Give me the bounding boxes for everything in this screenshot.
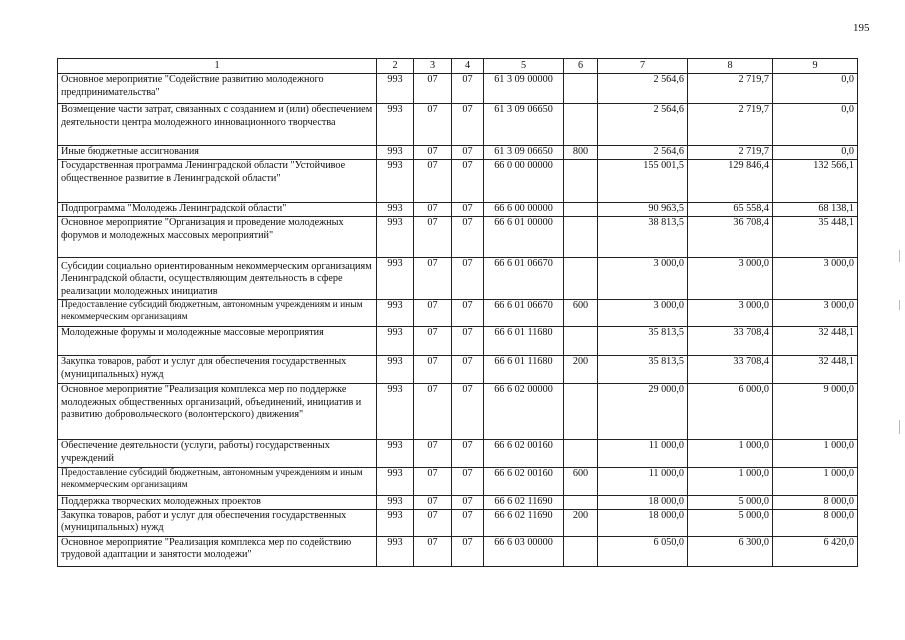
cell-amount-3: 3 000,0 (773, 299, 858, 326)
cell-amount-2: 5 000,0 (688, 509, 773, 536)
cell-amount-1: 35 813,5 (598, 326, 688, 355)
cell-section: 07 (414, 216, 452, 257)
table-row (58, 326, 858, 355)
table-row (58, 495, 858, 509)
cell-amount-1: 18 000,0 (598, 495, 688, 509)
cell-amount-2: 5 000,0 (688, 495, 773, 509)
cell-expense-type (564, 202, 598, 216)
cell-amount-3: 0,0 (773, 103, 858, 145)
table-row (58, 159, 858, 202)
cell-subsection: 07 (452, 326, 484, 355)
cell-section: 07 (414, 467, 452, 495)
table-row (58, 216, 858, 257)
column-header: 5 (484, 59, 564, 74)
cell-subsection: 07 (452, 257, 484, 299)
cell-amount-1: 2 564,6 (598, 103, 688, 145)
cell-subsection: 07 (452, 73, 484, 103)
cell-target-code: 66 6 01 06670 (484, 257, 564, 299)
cell-ministry: 993 (377, 103, 414, 145)
cell-amount-3: 3 000,0 (773, 257, 858, 299)
cell-section: 07 (414, 299, 452, 326)
cell-subsection: 07 (452, 216, 484, 257)
row-name: Субсидии социально ориентированным некоммерческим организациям Ленинградской области, осуществляющим деятельность в сфере реализации молодежных инициатив (58, 257, 377, 299)
cell-section: 07 (414, 202, 452, 216)
cell-subsection: 07 (452, 383, 484, 439)
cell-ministry: 993 (377, 439, 414, 467)
column-header: 4 (452, 59, 484, 74)
cell-amount-1: 11 000,0 (598, 439, 688, 467)
row-name: Закупка товаров, работ и услуг для обеспечения государственных (муниципальных) нужд (58, 509, 377, 536)
cell-amount-1: 2 564,6 (598, 145, 688, 159)
cell-amount-1: 3 000,0 (598, 299, 688, 326)
cell-section: 07 (414, 257, 452, 299)
cell-ministry: 993 (377, 383, 414, 439)
cell-section: 07 (414, 383, 452, 439)
table-header-row (58, 59, 858, 74)
cell-ministry: 993 (377, 495, 414, 509)
cell-amount-2: 1 000,0 (688, 467, 773, 495)
row-name: Возмещение части затрат, связанных с созданием и (или) обеспечением деятельности центра молодежного инновационного творчества (58, 103, 377, 145)
column-header: 6 (564, 59, 598, 74)
cell-amount-3: 68 138,1 (773, 202, 858, 216)
cell-amount-3: 32 448,1 (773, 326, 858, 355)
row-name: Государственная программа Ленинградской области "Устойчивое общественное развитие в Ленинградской области" (58, 159, 377, 202)
cell-target-code: 66 6 01 11680 (484, 326, 564, 355)
cell-target-code: 66 6 01 11680 (484, 355, 564, 383)
cell-ministry: 993 (377, 467, 414, 495)
cell-target-code: 66 6 01 00000 (484, 216, 564, 257)
cell-amount-1: 38 813,5 (598, 216, 688, 257)
table-row (58, 383, 858, 439)
cell-subsection: 07 (452, 145, 484, 159)
table-row (58, 299, 858, 326)
cell-amount-2: 2 719,7 (688, 145, 773, 159)
row-name: Обеспечение деятельности (услуги, работы) государственных учреждений (58, 439, 377, 467)
cell-amount-2: 36 708,4 (688, 216, 773, 257)
cell-expense-type (564, 495, 598, 509)
cell-amount-3: 8 000,0 (773, 495, 858, 509)
row-name: Предоставление субсидий бюджетным, автономным учреждениям и иным некоммерческим организациям (58, 299, 377, 326)
cell-ministry: 993 (377, 145, 414, 159)
cell-amount-2: 65 558,4 (688, 202, 773, 216)
table-row (58, 73, 858, 103)
cell-expense-type (564, 257, 598, 299)
cell-amount-2: 3 000,0 (688, 257, 773, 299)
row-name: Поддержка творческих молодежных проектов (58, 495, 377, 509)
cell-expense-type: 600 (564, 299, 598, 326)
cell-target-code: 66 6 00 00000 (484, 202, 564, 216)
cell-target-code: 66 6 02 11690 (484, 509, 564, 536)
cell-ministry: 993 (377, 326, 414, 355)
cell-expense-type (564, 439, 598, 467)
cell-amount-2: 2 719,7 (688, 103, 773, 145)
cell-amount-2: 6 300,0 (688, 536, 773, 566)
cell-amount-3: 8 000,0 (773, 509, 858, 536)
cell-section: 07 (414, 159, 452, 202)
cell-subsection: 07 (452, 299, 484, 326)
cell-amount-1: 90 963,5 (598, 202, 688, 216)
row-name: Закупка товаров, работ и услуг для обеспечения государственных (муниципальных) нужд (58, 355, 377, 383)
cell-amount-1: 6 050,0 (598, 536, 688, 566)
cell-amount-1: 155 001,5 (598, 159, 688, 202)
row-name: Молодежные форумы и молодежные массовые мероприятия (58, 326, 377, 355)
table-row (58, 467, 858, 495)
cell-amount-3: 6 420,0 (773, 536, 858, 566)
cell-ministry: 993 (377, 216, 414, 257)
column-header: 2 (377, 59, 414, 74)
row-name: Основное мероприятие "Содействие развитию молодежного предпринимательства" (58, 73, 377, 103)
scan-edge-mark (899, 250, 900, 262)
cell-ministry: 993 (377, 73, 414, 103)
cell-subsection: 07 (452, 355, 484, 383)
cell-subsection: 07 (452, 495, 484, 509)
table-row (58, 536, 858, 566)
page-number: 195 (853, 22, 870, 34)
cell-target-code: 61 3 09 06650 (484, 103, 564, 145)
cell-section: 07 (414, 495, 452, 509)
cell-expense-type (564, 73, 598, 103)
cell-amount-3: 32 448,1 (773, 355, 858, 383)
cell-target-code: 66 0 00 00000 (484, 159, 564, 202)
row-name: Основное мероприятие "Организация и проведение молодежных форумов и молодежных массовых мероприятий" (58, 216, 377, 257)
cell-amount-3: 0,0 (773, 73, 858, 103)
cell-target-code: 66 6 02 00000 (484, 383, 564, 439)
cell-ministry: 993 (377, 202, 414, 216)
cell-expense-type (564, 383, 598, 439)
cell-amount-1: 35 813,5 (598, 355, 688, 383)
cell-amount-3: 132 566,1 (773, 159, 858, 202)
scan-edge-mark (899, 300, 900, 310)
table-row (58, 509, 858, 536)
cell-ministry: 993 (377, 536, 414, 566)
column-header: 1 (58, 59, 377, 74)
cell-amount-3: 1 000,0 (773, 467, 858, 495)
cell-amount-3: 0,0 (773, 145, 858, 159)
cell-section: 07 (414, 145, 452, 159)
table-row (58, 439, 858, 467)
cell-expense-type (564, 103, 598, 145)
cell-expense-type: 600 (564, 467, 598, 495)
table-row (58, 145, 858, 159)
table-row (58, 103, 858, 145)
cell-section: 07 (414, 73, 452, 103)
cell-amount-3: 1 000,0 (773, 439, 858, 467)
cell-target-code: 66 6 03 00000 (484, 536, 564, 566)
cell-amount-3: 9 000,0 (773, 383, 858, 439)
cell-section: 07 (414, 509, 452, 536)
cell-amount-1: 2 564,6 (598, 73, 688, 103)
cell-expense-type (564, 216, 598, 257)
table-row (58, 355, 858, 383)
cell-subsection: 07 (452, 159, 484, 202)
cell-ministry: 993 (377, 509, 414, 536)
cell-amount-3: 35 448,1 (773, 216, 858, 257)
row-name: Предоставление субсидий бюджетным, автономным учреждениям и иным некоммерческим организациям (58, 467, 377, 495)
scan-edge-mark (899, 420, 900, 434)
cell-amount-2: 33 708,4 (688, 326, 773, 355)
column-header: 9 (773, 59, 858, 74)
cell-subsection: 07 (452, 202, 484, 216)
cell-amount-2: 3 000,0 (688, 299, 773, 326)
cell-amount-2: 2 719,7 (688, 73, 773, 103)
row-name: Подпрограмма "Молодежь Ленинградской области" (58, 202, 377, 216)
cell-amount-2: 1 000,0 (688, 439, 773, 467)
column-header: 3 (414, 59, 452, 74)
cell-ministry: 993 (377, 299, 414, 326)
cell-subsection: 07 (452, 103, 484, 145)
cell-target-code: 61 3 09 06650 (484, 145, 564, 159)
cell-target-code: 66 6 02 00160 (484, 439, 564, 467)
cell-expense-type: 800 (564, 145, 598, 159)
row-name: Иные бюджетные ассигнования (58, 145, 377, 159)
column-header: 8 (688, 59, 773, 74)
cell-expense-type: 200 (564, 509, 598, 536)
cell-ministry: 993 (377, 257, 414, 299)
cell-target-code: 66 6 02 00160 (484, 467, 564, 495)
cell-target-code: 66 6 02 11690 (484, 495, 564, 509)
row-name: Основное мероприятие "Реализация комплекса мер по содействию трудовой адаптации и занятости молодежи" (58, 536, 377, 566)
cell-section: 07 (414, 103, 452, 145)
table-row (58, 257, 858, 299)
cell-subsection: 07 (452, 467, 484, 495)
cell-expense-type (564, 326, 598, 355)
cell-target-code: 61 3 09 00000 (484, 73, 564, 103)
cell-expense-type: 200 (564, 355, 598, 383)
cell-amount-1: 11 000,0 (598, 467, 688, 495)
cell-target-code: 66 6 01 06670 (484, 299, 564, 326)
column-header: 7 (598, 59, 688, 74)
cell-section: 07 (414, 355, 452, 383)
cell-section: 07 (414, 439, 452, 467)
cell-ministry: 993 (377, 355, 414, 383)
budget-table (57, 58, 858, 567)
cell-subsection: 07 (452, 536, 484, 566)
cell-amount-1: 18 000,0 (598, 509, 688, 536)
cell-amount-1: 3 000,0 (598, 257, 688, 299)
row-name: Основное мероприятие "Реализация комплекса мер по поддержке молодежных общественных организаций, объединений, инициатив и развитию добровольческого (волонтерского) движения" (58, 383, 377, 439)
cell-amount-2: 129 846,4 (688, 159, 773, 202)
cell-ministry: 993 (377, 159, 414, 202)
cell-amount-1: 29 000,0 (598, 383, 688, 439)
cell-expense-type (564, 536, 598, 566)
cell-section: 07 (414, 536, 452, 566)
cell-subsection: 07 (452, 439, 484, 467)
cell-subsection: 07 (452, 509, 484, 536)
cell-expense-type (564, 159, 598, 202)
cell-amount-2: 6 000,0 (688, 383, 773, 439)
table-row (58, 202, 858, 216)
cell-section: 07 (414, 326, 452, 355)
cell-amount-2: 33 708,4 (688, 355, 773, 383)
